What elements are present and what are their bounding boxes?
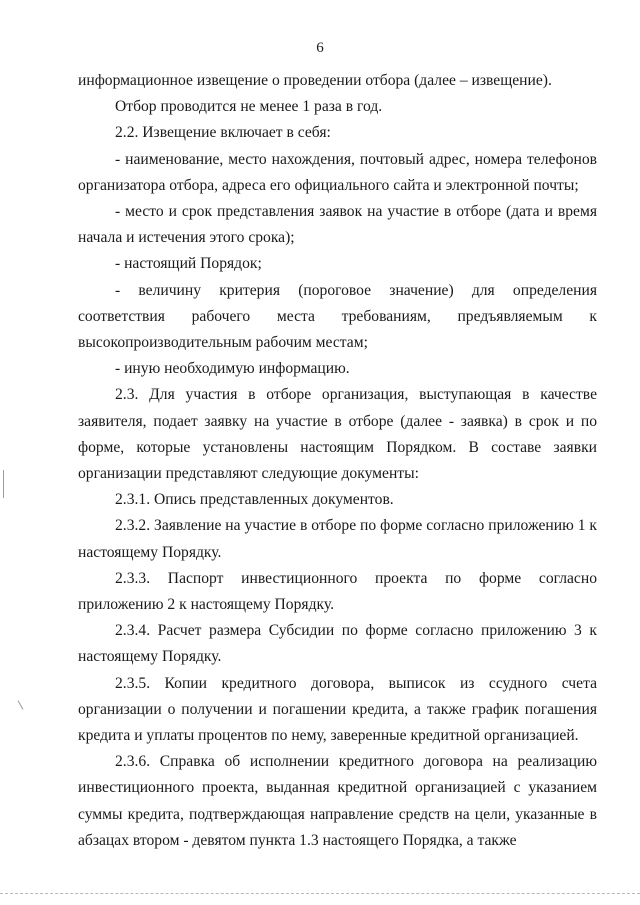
list-item: - величину критерия (пороговое значение) для определения соответствия рабочего места требованиям, предъявляемым к высокопроизводительным рабочим местам; (78, 281, 597, 352)
scan-bottom-edge (0, 893, 640, 894)
scan-margin-mark (3, 470, 4, 498)
paragraph: информационное извещение о проведении отбора (далее – извещение). (78, 72, 552, 89)
paragraph: 2.3.3. Паспорт инвестиционного проекта по форме согласно приложению 2 к настоящему Порядку. (78, 569, 597, 614)
paragraph: 2.3.2. Заявление на участие в отборе по форме согласно приложению 1 к настоящему Порядку. (78, 517, 597, 561)
paragraph: 2.3.5. Копии кредитного договора, выписок из ссудного счета организации о получении и погашении кредита, а также график погашения кредита и уплаты процентов по нему, заверенные кредитной организацией. (78, 674, 597, 745)
paragraph: 2.3.6. Справка об исполнении кредитного договора на реализацию инвестиционного проекта, выданная кредитной организацией с указанием суммы кредита, подтверждающая направление средств на цели, указанные в абзацах втором - девятом пункта 1.3 настоящего Порядка, а также (78, 753, 597, 849)
paragraph: 2.3.4. Расчет размера Субсидии по форме согласно приложению 3 к настоящему Порядку. (78, 622, 597, 666)
list-item: - место и срок представления заявок на участие в отборе (дата и время начала и истечения этого срока); (78, 203, 597, 247)
list-item: - иную необходимую информацию. (115, 360, 350, 378)
paragraph: 2.2. Извещение включает в себя: (115, 124, 331, 142)
page-number: 6 (316, 40, 324, 56)
list-item: - наименование, место нахождения, почтовый адрес, номера телефонов организатора отбора, адреса его официального сайта и электронной почты; (78, 150, 597, 194)
paragraph: 2.3.1. Опись представленных документов. (115, 491, 394, 509)
list-item: - настоящий Порядок; (115, 255, 262, 273)
scan-margin-mark (18, 700, 24, 709)
document-body (78, 68, 597, 854)
paragraph: 2.3. Для участия в отборе организация, выступающая в качестве заявителя, подает заявку на участие в отборе (далее - заявка) в срок и по форме, которые установлены настоящим Порядком. В составе заявки организации представляют следующие документы: (78, 386, 597, 483)
paragraph: Отбор проводится не менее 1 раза в год. (115, 98, 383, 116)
